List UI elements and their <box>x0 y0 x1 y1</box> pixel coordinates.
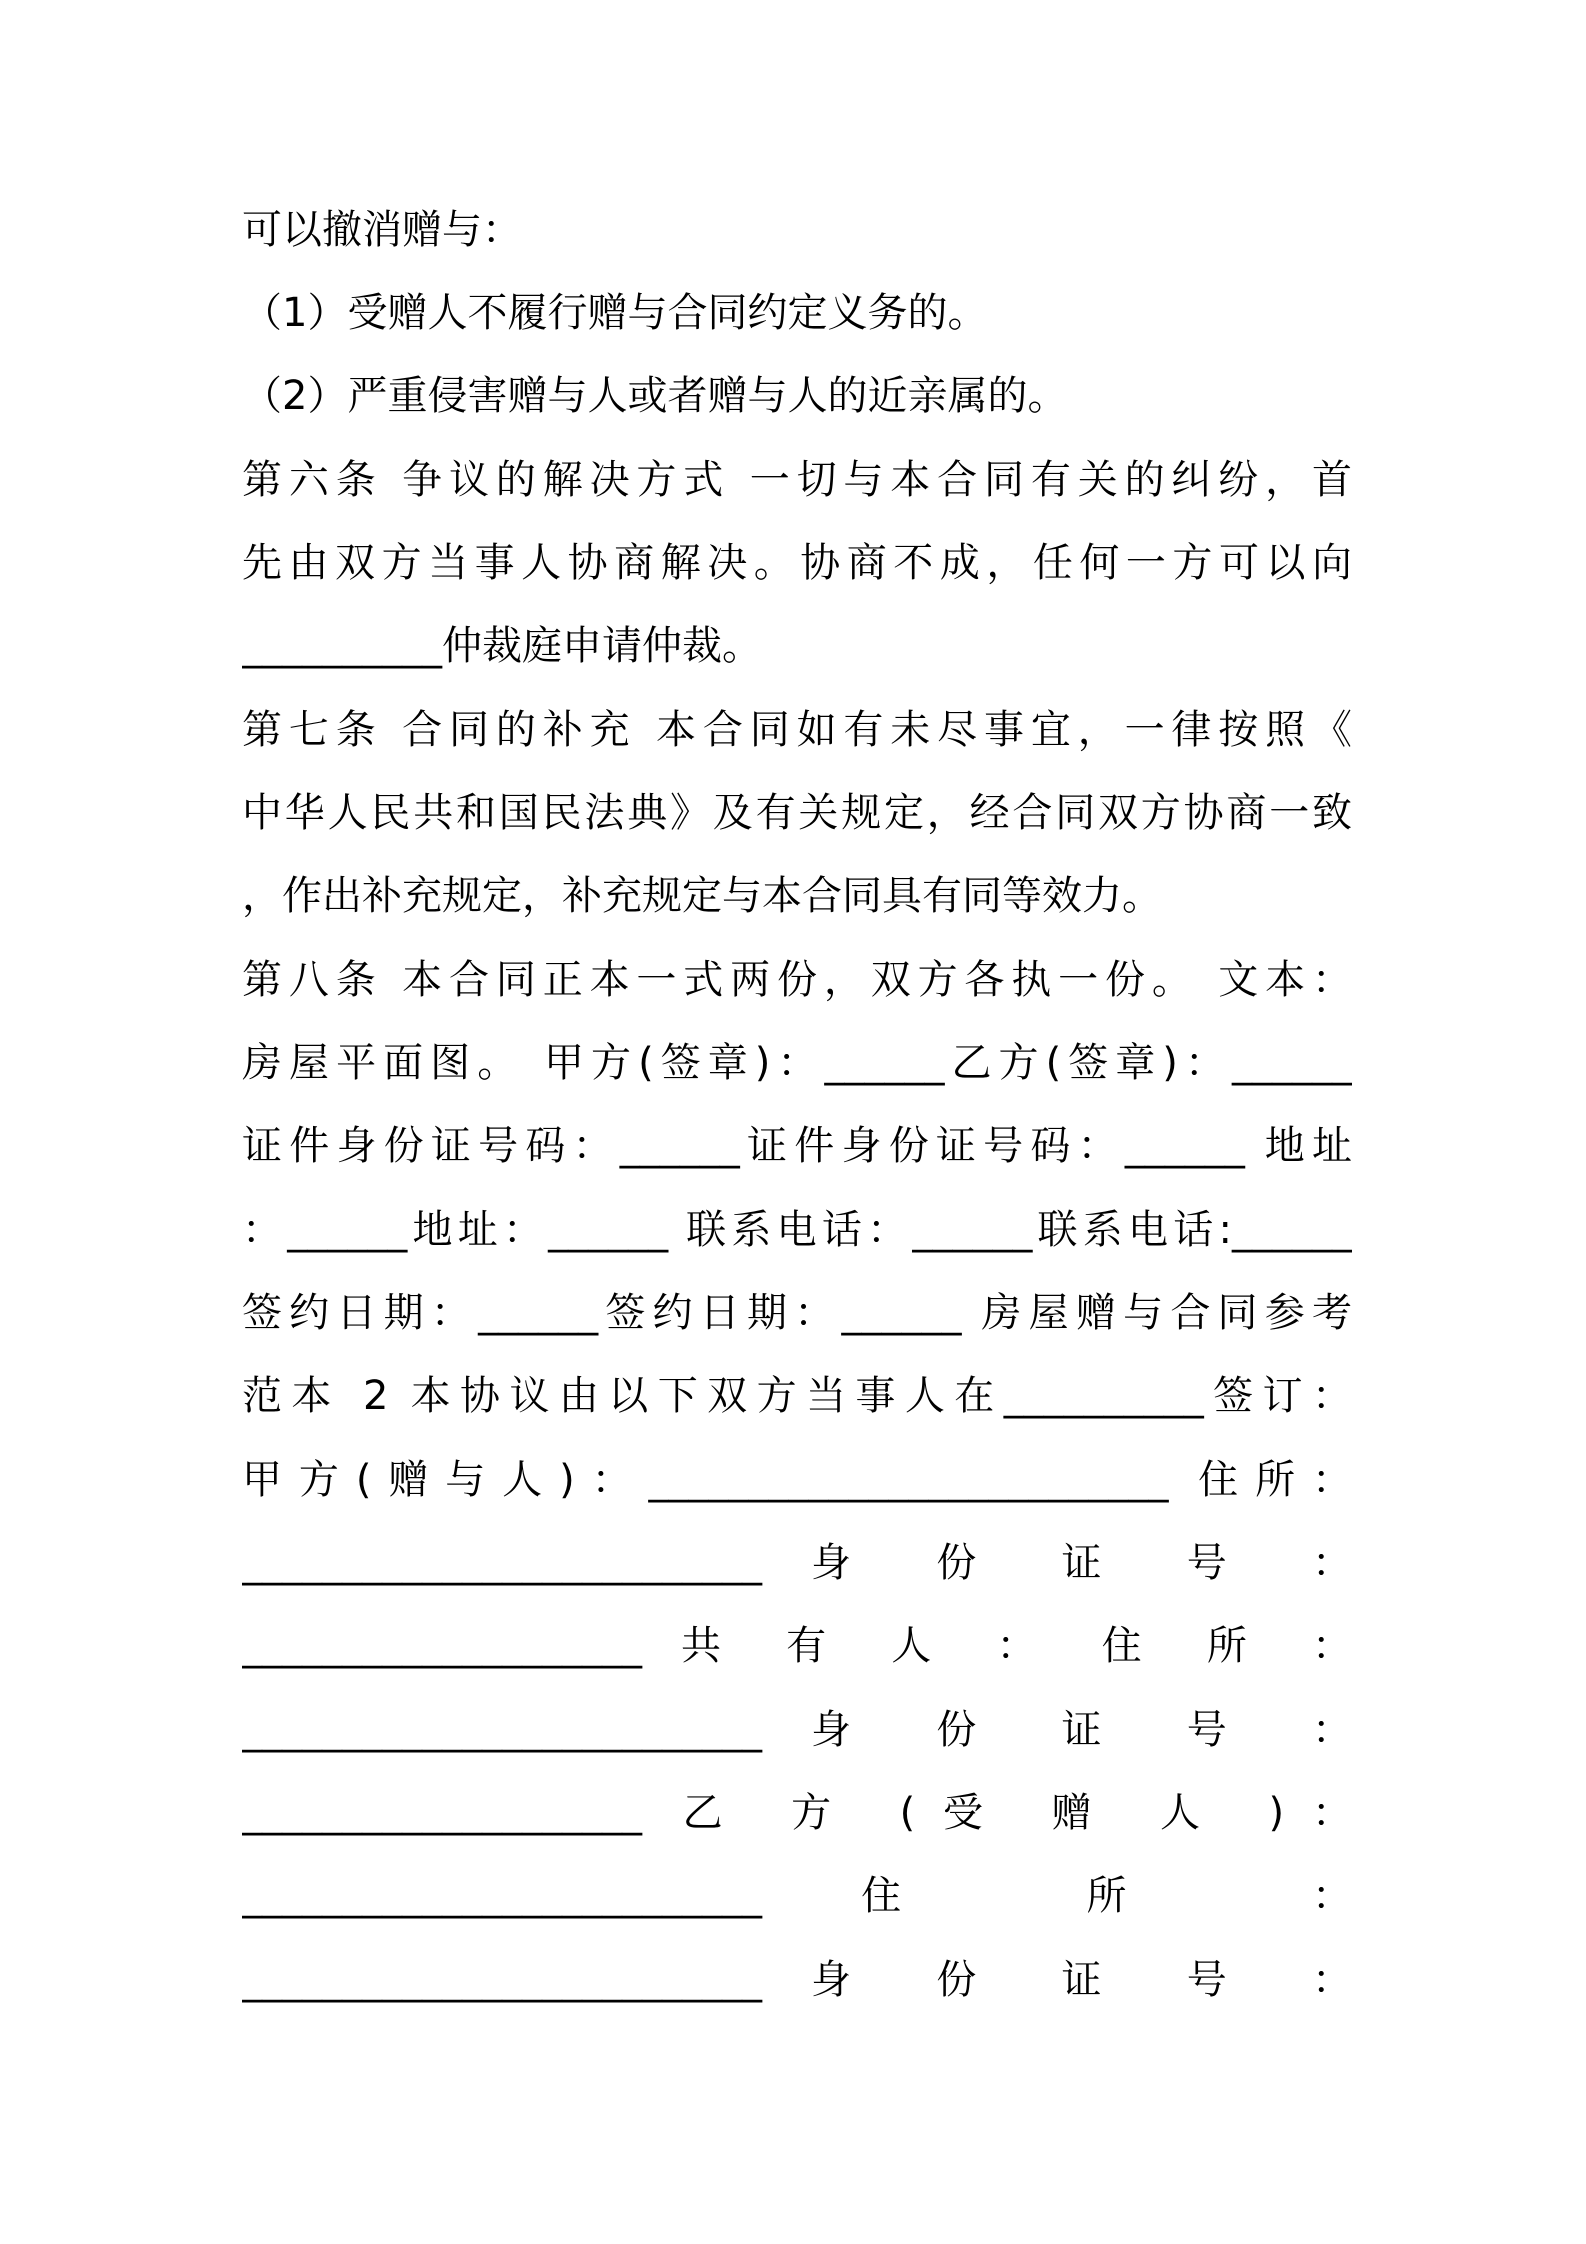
text-line: ：______地址：______ 联系电话：______联系电话:______ <box>242 1207 1352 1253</box>
text-line: 可以撤消赠与： <box>242 207 522 253</box>
text-line: （1）受赠人不履行赠与合同约定义务的。 <box>242 290 988 336</box>
text-line: 第七条 合同的补充 本合同如有未尽事宜，一律按照《 <box>242 707 1352 753</box>
text-line: ____________________ 共 有 人 ： 住 所 ： <box>242 1623 1352 1669</box>
text-line: 证件身份证号码：______证件身份证号码：______ 地址 <box>242 1123 1352 1169</box>
text-line: ____________________ 乙 方 (受 赠 人 )： <box>242 1790 1352 1836</box>
text-line: 第六条 争议的解决方式 一切与本合同有关的纠纷，首 <box>242 457 1352 503</box>
text-line: 中华人民共和国民法典》及有关规定，经合同双方协商一致 <box>242 790 1352 836</box>
text-line: 甲方(赠与人)：__________________________ 住所： <box>242 1457 1352 1503</box>
text-line: __________________________ 身 份 证 号 ： <box>242 1540 1352 1586</box>
text-line: 先由双方当事人协商解决。协商不成，任何一方可以向 <box>242 540 1352 586</box>
text-line: ，作出补充规定，补充规定与本合同具有同等效力。 <box>242 873 1162 919</box>
text-line: 范本 2 本协议由以下双方当事人在__________签订： <box>242 1373 1352 1419</box>
text-line: __________________________ 住 所 ： <box>242 1873 1352 1919</box>
text-line: 签约日期：______签约日期：______ 房屋赠与合同参考 <box>242 1290 1352 1336</box>
text-line: __________仲裁庭申请仲裁。 <box>242 623 762 669</box>
text-line: 第八条 本合同正本一式两份，双方各执一份。 文本： <box>242 957 1352 1003</box>
text-line: （2）严重侵害赠与人或者赠与人的近亲属的。 <box>242 373 1068 419</box>
text-line: 房屋平面图。 甲方(签章)：______乙方(签章)：______ <box>242 1040 1352 1086</box>
text-line: __________________________ 身 份 证 号 ： <box>242 1707 1352 1753</box>
text-line: __________________________ 身 份 证 号 ： <box>242 1957 1352 2003</box>
